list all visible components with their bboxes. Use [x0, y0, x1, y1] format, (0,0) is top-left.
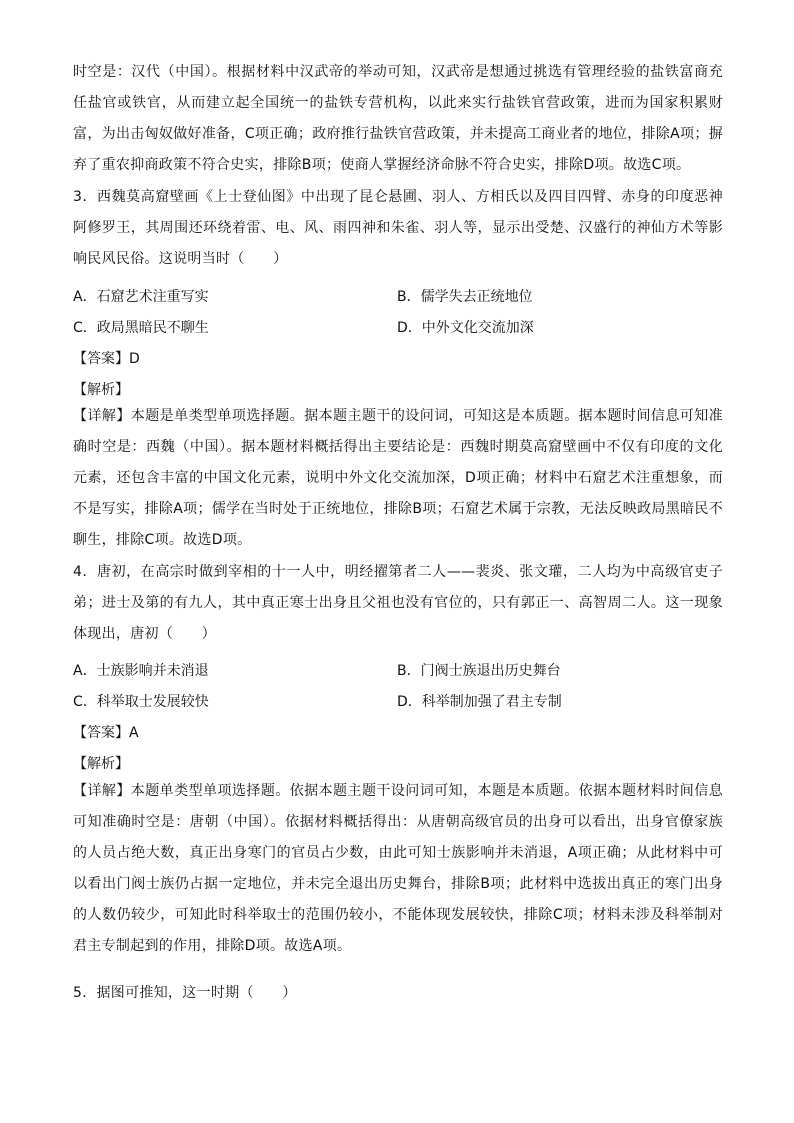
q4-answer	[73, 723, 139, 743]
q4-detail: 【详解】本题单类型单项选择题。依据本题主题干设问词可知，本题是本质题。依据本题材料时间信息可知准确时空是：唐朝（中国）。依据材料概括得出：从唐朝高级官员的出身可以看出，出身官僚家族的人员占绝大数，真正出身寒门的官员占少数，由此可知士族影响并未消退，A项正确；从此材料中可以看出门阀士族仍占据一定地位，并未完全退出历史舞台，排除B项；此材料中选拔出真正的寒门出身的人数仍较少，可知此时科举取士的范围仍较小，不能体现发展较快，排除C项；材料未涉及科举制对君主专制起到的作用，排除D项。故选A项。	[73, 783, 723, 954]
q4-option-a: A．士族影响并未消退	[73, 663, 209, 679]
q3-option-b: B．儒学失去正统地位	[397, 289, 533, 305]
q4-option-c: C．科举取士发展较快	[73, 694, 209, 710]
q3-option-d: D．中外文化交流加深	[397, 320, 534, 336]
q4-option-d: D．科举制加强了君主专制	[397, 694, 562, 710]
q3-detail: 【详解】本题是单类型单项选择题。据本题主题干的设问词，可知这是本质题。据本题时间信息可知准确时空是：西魏（中国）。据本题材料概括得出主要结论是：西魏时期莫高窟壁画中不仅有印度的文化元素，还包含丰富的中国文化元素，说明中外文化交流加深，D项正确；材料中石窟艺术注重想象，而不是写实，排除A项；儒学在当时处于正统地位，排除B项；石窟艺术属于宗教，无法反映政局黑暗民不聊生，排除C项。故选D项。	[73, 408, 723, 548]
q3-option-c: C．政局黑暗民不聊生	[73, 320, 209, 336]
q4-analysis-label: 【解析】	[73, 756, 129, 772]
q4-option-b: B．门阀士族退出历史舞台	[397, 663, 561, 679]
q2-explanation: 时空是：汉代（中国）。根据材料中汉武帝的举动可知，汉武帝是想通过挑选有管理经验的盐铁富商充任盐官或铁官，从而建立起全国统一的盐铁专营机构，以此来实行盐铁官营政策，进而为国家积累财富，为出击匈奴做好准备，C项正确；政府推行盐铁官营政策，并未提高工商业者的地位，排除A项；摒弃了重农抑商政策不符合史实，排除B项；使商人掌握经济命脉不符合史实，排除D项。故选C项。	[73, 64, 723, 173]
q3-stem: 3．西魏莫高窟壁画《上士登仙图》中出现了昆仑悬圃、羽人、方相氏以及四目四臂、赤身的印度恶神阿修罗王，其周围还环绕着雷、电、风、雨四神和朱雀、羽人等，显示出受楚、汉盛行的神仙方术等影响民风民俗。这说明当时（ ）	[73, 189, 723, 267]
answer-value: A	[129, 725, 139, 741]
answer-label: 【答案】	[73, 725, 129, 741]
q3-option-a: A．石窟艺术注重写实	[73, 289, 209, 305]
q3-answer	[73, 349, 140, 369]
q4-stem: 4．唐初，在高宗时做到宰相的十一人中，明经擢第者二人——裴炎、张文瓘，二人均为中高级官吏子弟；进士及第的有九人，其中真正寒士出身且父祖也没有官位的，只有郭正一、高智周二人。这一现象体现出，唐初（ ）	[73, 564, 723, 642]
q5-stem: 5．据图可推知，这一时期（ ）	[73, 985, 297, 1001]
answer-value: D	[129, 351, 140, 367]
q3-analysis-label: 【解析】	[73, 382, 129, 398]
answer-label: 【答案】	[73, 351, 129, 367]
